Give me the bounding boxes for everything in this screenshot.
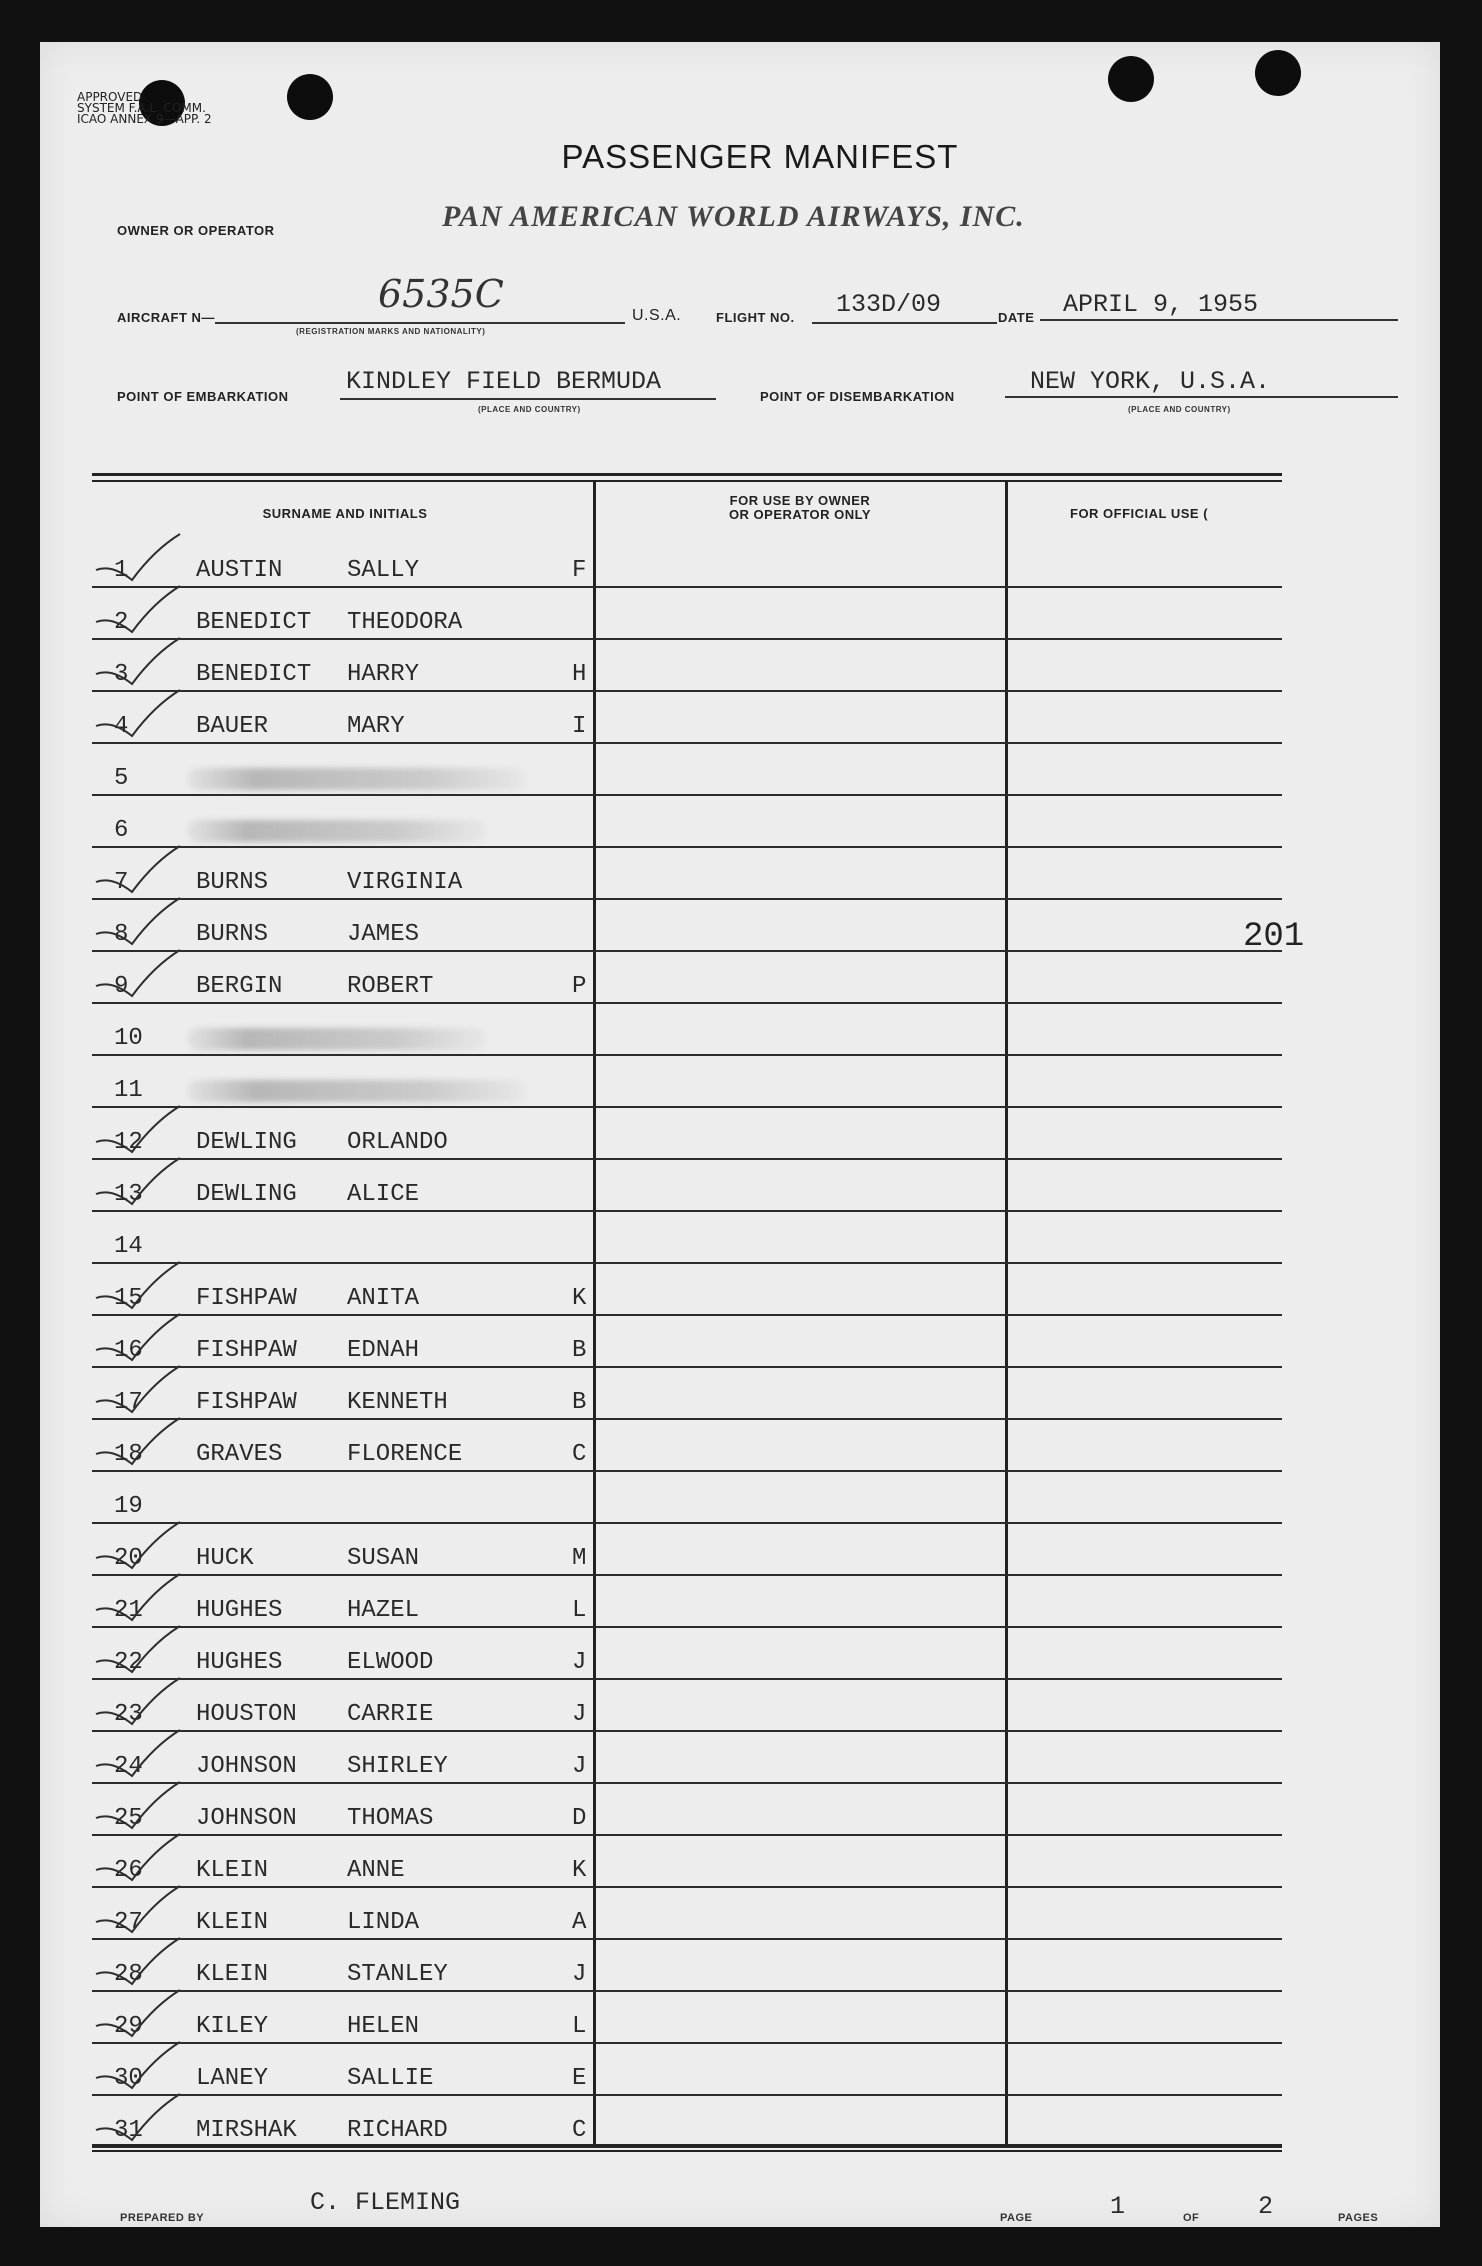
initial: L (572, 2013, 587, 2040)
table-row (92, 1004, 592, 1056)
check-mark-icon (92, 530, 182, 590)
initial: I (572, 713, 587, 740)
table-row (92, 1212, 592, 1264)
row-number: 2 (114, 609, 129, 636)
initial: M (572, 1545, 587, 1572)
date-label: DATE (998, 310, 1035, 325)
initial: F (572, 557, 587, 584)
row-number: 24 (114, 1753, 143, 1780)
table-row (92, 1680, 592, 1732)
given-name: SALLIE (347, 2065, 434, 2092)
initial: A (572, 1909, 587, 1936)
table-bottom-rule-2 (92, 2150, 1282, 2152)
column-divider-1 (593, 482, 596, 2144)
table-row (92, 1160, 592, 1212)
row-number: 20 (114, 1545, 143, 1572)
page-title: PASSENGER MANIFEST (561, 138, 959, 175)
surname: KLEIN (196, 1961, 269, 1988)
surname: JOHNSON (196, 1753, 297, 1780)
initial: H (572, 661, 587, 688)
table-row (92, 1420, 592, 1472)
row-number: 16 (114, 1337, 143, 1364)
check-mark-icon (92, 634, 182, 694)
initial: J (572, 1649, 587, 1676)
initial: J (572, 1753, 587, 1780)
table-row (92, 1524, 592, 1576)
disembark-label: POINT OF DISEMBARKATION (760, 389, 955, 404)
initial: J (572, 1961, 587, 1988)
surname: BENEDICT (196, 609, 312, 636)
given-name: ALICE (347, 1181, 420, 1208)
surname: AUSTIN (196, 557, 283, 584)
redaction-blur (187, 1080, 527, 1102)
check-mark-icon (92, 686, 182, 746)
initial: J (572, 1701, 587, 1728)
initial: K (572, 1857, 587, 1884)
row-number: 8 (114, 921, 129, 948)
of-label: OF (1183, 2212, 1200, 2224)
disembark-value: NEW YORK, U.S.A. (1030, 367, 1271, 396)
row-number: 18 (114, 1441, 143, 1468)
punch-hole-3 (1108, 56, 1154, 102)
date-underline (1040, 319, 1398, 321)
disembark-underline (1005, 396, 1398, 398)
surname: JOHNSON (196, 1805, 297, 1832)
col-head-owner-use: FOR USE BY OWNER OR OPERATOR ONLY (728, 493, 872, 522)
given-name: HARRY (347, 661, 420, 688)
row-number: 30 (114, 2065, 143, 2092)
table-row (92, 1056, 592, 1108)
row-number: 7 (114, 869, 129, 896)
table-row (92, 692, 592, 744)
aircraft-underline (215, 322, 625, 324)
surname: BAUER (196, 713, 269, 740)
row-number: 29 (114, 2013, 143, 2040)
check-mark-icon (92, 946, 182, 1006)
surname: LANEY (196, 2065, 269, 2092)
row-number: 10 (114, 1025, 143, 1052)
prepared-label: PREPARED BY (120, 2212, 205, 2224)
table-row (92, 1628, 592, 1680)
surname: HUGHES (196, 1649, 283, 1676)
given-name: HAZEL (347, 1597, 420, 1624)
table-bottom-rule (92, 2144, 1282, 2147)
given-name: ORLANDO (347, 1129, 448, 1156)
aircraft-label: AIRCRAFT N— (117, 310, 215, 325)
table-row (92, 1940, 592, 1992)
given-name: STANLEY (347, 1961, 448, 1988)
check-mark-icon (92, 582, 182, 642)
surname: FISHPAW (196, 1285, 297, 1312)
check-mark-icon (92, 894, 182, 954)
row-number: 22 (114, 1649, 143, 1676)
row-number: 27 (114, 1909, 143, 1936)
of-value: 2 (1258, 2192, 1274, 2221)
col-head-surname: SURNAME AND INITIALS (262, 506, 428, 521)
pages-label: PAGES (1338, 2212, 1379, 2224)
table-row (92, 1732, 592, 1784)
row-number: 14 (114, 1233, 143, 1260)
punch-hole-2 (287, 74, 333, 120)
usa-label: U.S.A. (632, 307, 682, 324)
surname: BENEDICT (196, 661, 312, 688)
initial: C (572, 2117, 587, 2144)
table-row (92, 2044, 592, 2096)
redaction-blur (187, 768, 527, 790)
owner-label: OWNER OR OPERATOR (117, 223, 275, 238)
surname: BURNS (196, 921, 269, 948)
row-number: 4 (114, 713, 129, 740)
given-name: ELWOOD (347, 1649, 434, 1676)
row-number: 31 (114, 2117, 143, 2144)
surname: GRAVES (196, 1441, 283, 1468)
aircraft-value: 6535C (378, 272, 504, 316)
embark-value: KINDLEY FIELD BERMUDA (346, 367, 662, 396)
table-row (92, 1784, 592, 1836)
prepared-value: C. FLEMING (310, 2188, 461, 2217)
table-row (92, 1472, 592, 1524)
owner-value: PAN AMERICAN WORLD AIRWAYS, INC. (442, 200, 1025, 233)
flight-value: 133D/09 (836, 290, 942, 319)
given-name: THOMAS (347, 1805, 434, 1832)
table-row (92, 536, 592, 588)
initial: P (572, 973, 587, 1000)
disembark-sub: (PLACE AND COUNTRY) (1128, 405, 1231, 414)
table-row (92, 1108, 592, 1160)
surname: BURNS (196, 869, 269, 896)
table-row (92, 1992, 592, 2044)
given-name: VIRGINIA (347, 869, 463, 896)
stamp-number: 201 (1243, 918, 1305, 956)
approval-notice: APPROVED SYSTEM F.A.L. COMM. ICAO ANNEX 9—APP. 2 (77, 90, 212, 126)
surname: HUCK (196, 1545, 254, 1572)
given-name: MARY (347, 713, 405, 740)
row-number: 25 (114, 1805, 143, 1832)
surname: FISHPAW (196, 1389, 297, 1416)
given-name: FLORENCE (347, 1441, 463, 1468)
given-name: ANITA (347, 1285, 420, 1312)
initial: L (572, 1597, 587, 1624)
registration-sub: (REGISTRATION MARKS AND NATIONALITY) (296, 327, 486, 336)
row-number: 19 (114, 1493, 143, 1520)
embark-label: POINT OF EMBARKATION (117, 389, 289, 404)
initial: K (572, 1285, 587, 1312)
table-row (92, 1316, 592, 1368)
given-name: KENNETH (347, 1389, 448, 1416)
flight-underline (812, 322, 997, 324)
table-row (92, 2096, 592, 2148)
table-row (92, 796, 592, 848)
surname: KLEIN (196, 1909, 269, 1936)
surname: KILEY (196, 2013, 269, 2040)
page-label: PAGE (1000, 2212, 1033, 2224)
row-number: 3 (114, 661, 129, 688)
flight-label: FLIGHT NO. (716, 310, 795, 325)
initial: B (572, 1337, 587, 1364)
given-name: SUSAN (347, 1545, 420, 1572)
column-divider-2 (1005, 482, 1008, 2144)
given-name: HELEN (347, 2013, 420, 2040)
row-number: 12 (114, 1129, 143, 1156)
table-row (92, 848, 592, 900)
initial: C (572, 1441, 587, 1468)
table-row (92, 1264, 592, 1316)
table-row (92, 1576, 592, 1628)
row-number: 9 (114, 973, 129, 1000)
table-row (92, 900, 592, 952)
surname: DEWLING (196, 1181, 297, 1208)
redaction-blur (187, 1028, 487, 1050)
table-row (92, 1888, 592, 1940)
given-name: SHIRLEY (347, 1753, 448, 1780)
date-value: APRIL 9, 1955 (1063, 290, 1259, 319)
table-row (92, 1368, 592, 1420)
table-row (92, 588, 592, 640)
punch-hole-4 (1255, 50, 1301, 96)
table-row (92, 744, 592, 796)
surname: FISHPAW (196, 1337, 297, 1364)
surname: HUGHES (196, 1597, 283, 1624)
surname: HOUSTON (196, 1701, 297, 1728)
given-name: RICHARD (347, 2117, 448, 2144)
row-number: 21 (114, 1597, 143, 1624)
surname: DEWLING (196, 1129, 297, 1156)
row-number: 11 (114, 1077, 143, 1104)
page-value: 1 (1110, 2192, 1126, 2221)
row-number: 15 (114, 1285, 143, 1312)
row-number: 13 (114, 1181, 143, 1208)
given-name: THEODORA (347, 609, 463, 636)
row-number: 6 (114, 817, 129, 844)
row-number: 1 (114, 557, 129, 584)
given-name: EDNAH (347, 1337, 420, 1364)
table-top-rule (92, 473, 1282, 476)
given-name: CARRIE (347, 1701, 434, 1728)
given-name: ROBERT (347, 973, 434, 1000)
check-mark-icon (92, 842, 182, 902)
row-number: 17 (114, 1389, 143, 1416)
table-row (92, 952, 592, 1004)
given-name: ANNE (347, 1857, 405, 1884)
table-top-rule-2 (92, 480, 1282, 482)
row-number: 23 (114, 1701, 143, 1728)
surname: MIRSHAK (196, 2117, 297, 2144)
table-row (92, 640, 592, 692)
initial: B (572, 1389, 587, 1416)
initial: E (572, 2065, 587, 2092)
redaction-blur (187, 820, 487, 842)
row-number: 28 (114, 1961, 143, 1988)
given-name: LINDA (347, 1909, 420, 1936)
given-name: JAMES (347, 921, 420, 948)
table-row (92, 1836, 592, 1888)
row-number: 5 (114, 765, 129, 792)
embark-sub: (PLACE AND COUNTRY) (478, 405, 581, 414)
surname: BERGIN (196, 973, 283, 1000)
col-head-official-use: FOR OFFICIAL USE ( (1070, 506, 1209, 521)
initial: D (572, 1805, 587, 1832)
given-name: SALLY (347, 557, 420, 584)
row-number: 26 (114, 1857, 143, 1884)
embark-underline (340, 398, 716, 400)
surname: KLEIN (196, 1857, 269, 1884)
